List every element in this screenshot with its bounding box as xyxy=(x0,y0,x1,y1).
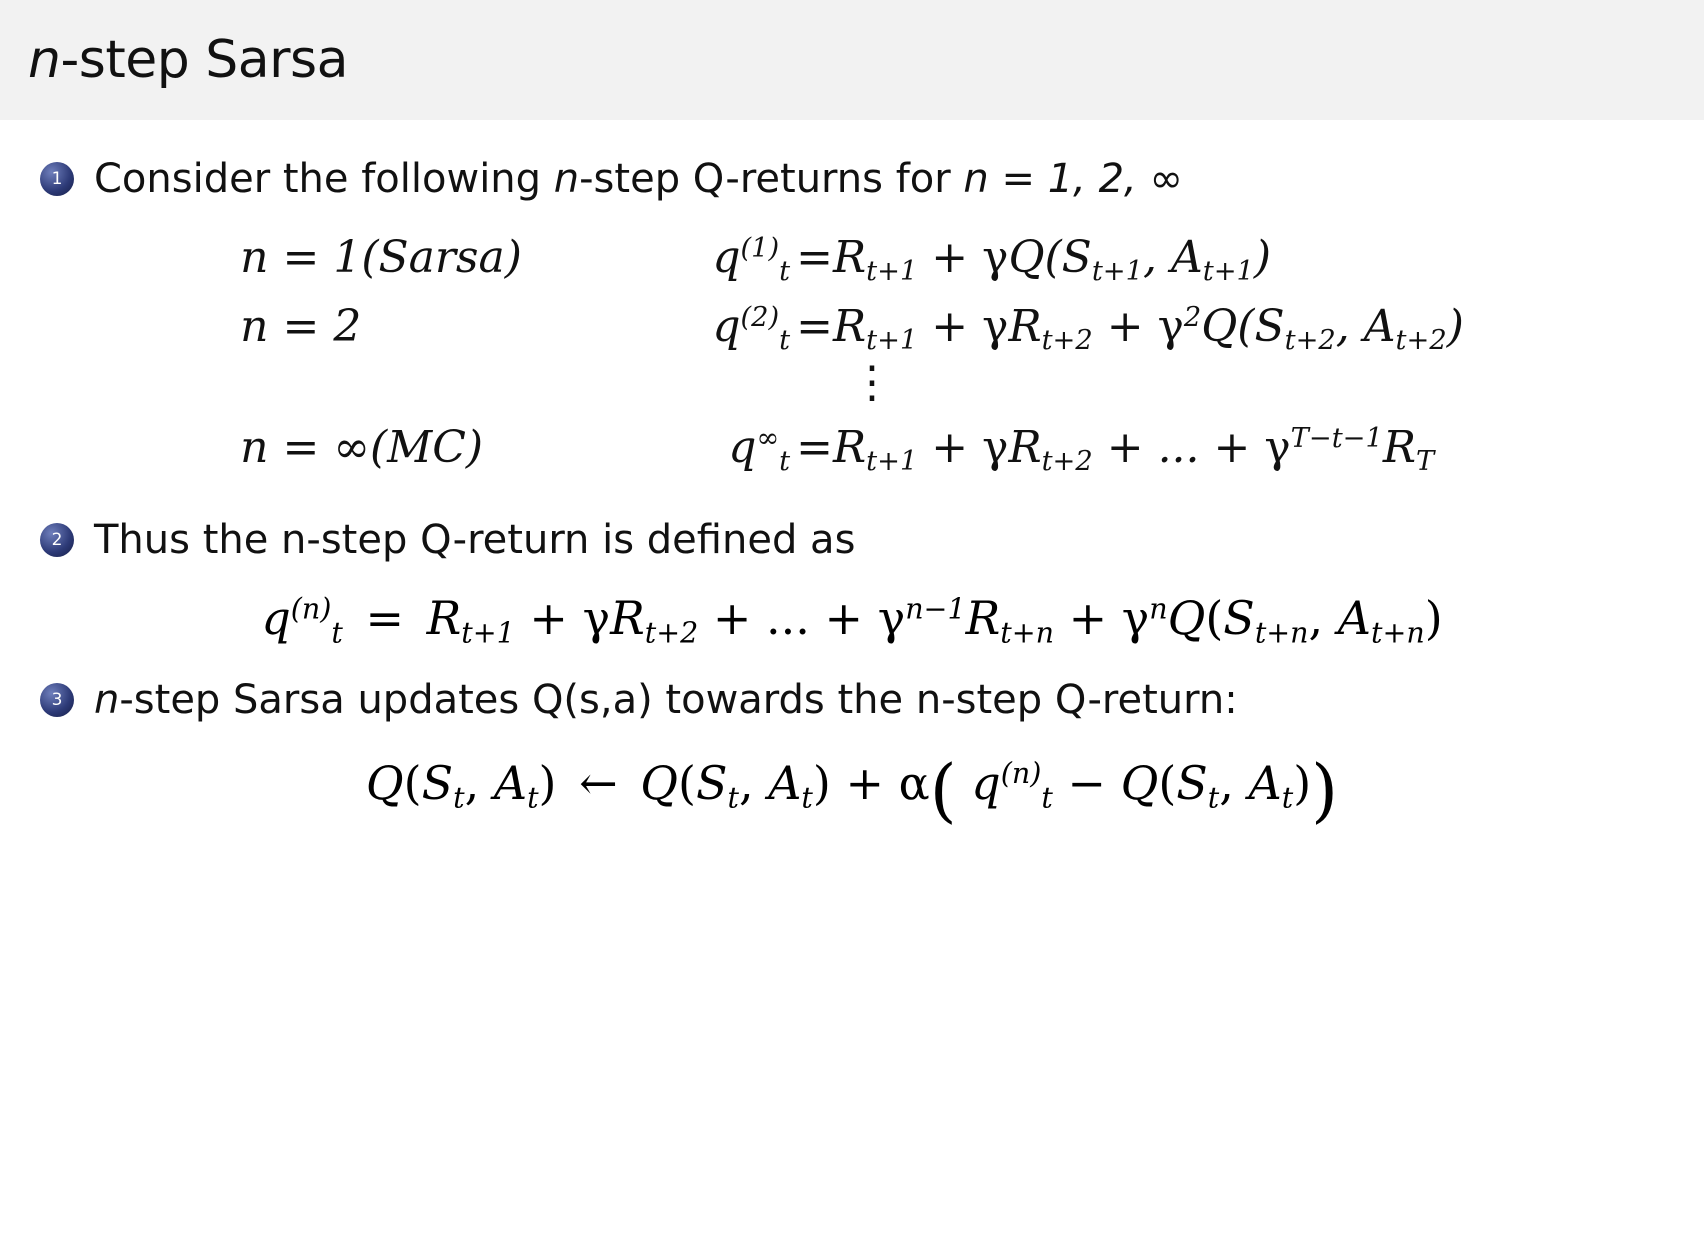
page-title-rest: -step Sarsa xyxy=(60,30,348,90)
bullet-1-text-before: Consider the following xyxy=(94,156,554,202)
bullet-1-text-after: -step Q-returns for xyxy=(579,156,964,202)
vertical-ellipsis xyxy=(240,357,1464,408)
bullet-number-icon: 1 xyxy=(40,162,74,196)
equation-rhs-n2: $=R_{t+1} + \gamma R_{t+2} + \gamma^2Q(S_{t+2}$, $A_{t+2}$) xyxy=(796,301,1464,357)
list-item xyxy=(40,671,1664,725)
page-title-prefix: n xyxy=(28,30,61,90)
bullet-number-icon: 2 xyxy=(40,523,74,557)
slide-title-bar xyxy=(0,0,1704,120)
equation-rhs-n1: $=R_{t+1} + \gamma Q(S_{t+1}$, $A_{t+1}$) xyxy=(796,232,1272,288)
equation-row-n1 xyxy=(240,232,1464,288)
equation-row-n2 xyxy=(240,301,1464,357)
bullet-1-italic-n: n xyxy=(553,156,580,202)
equation-label-ninf: n = ∞(MC) xyxy=(240,422,484,474)
list-item xyxy=(40,511,1664,565)
equation-group-n-step-q-returns xyxy=(40,208,1664,495)
equation-rhs-ninf: $=R_{t+1} + \gamma R_{t+2}$ + ... + $\gamma^{T-t-1}R_T$ xyxy=(796,422,1435,478)
equation-lhs-n2: $q^{(2)}_t$ xyxy=(712,301,791,357)
equation-label-n2: n = 2 xyxy=(240,301,362,352)
equation-sarsa-update-rule: $Q(S_t$, $A_t$) ← $Q(S_t$, $A_t) + \alpha$( $q^{(n)}_t - Q(S_t$, $A_t$)) xyxy=(365,751,1339,832)
equation-label-n1: n = 1(Sarsa) xyxy=(240,232,522,283)
bullet-1-condition: n = 1, 2, ∞ xyxy=(963,156,1183,202)
bullet-number-icon: 3 xyxy=(40,683,74,717)
bullet-3-italic-n: n xyxy=(94,677,120,724)
equation-lhs-ninf: $q^\infty_t$ xyxy=(728,422,791,478)
equation-lhs-n1: $q^{(1)}_t$ xyxy=(712,232,791,288)
list-item xyxy=(40,150,1664,204)
equation-n-step-q-return: $q^{(n)}_t = R_{t+1} + \gamma R_{t+2}$ + ... + $\gamma^{n-1}R_{t+n} + \gamma^nQ(S_{t+n}$, $A_{t+n}$) xyxy=(261,591,1443,650)
bullet-3-text-after: -step Sarsa updates Q(s,a) towards the n-step Q-return: xyxy=(119,677,1238,724)
page-title xyxy=(28,30,348,90)
slide-content xyxy=(0,120,1704,831)
bullet-text-2: Thus the n-step Q-return is defined as xyxy=(94,517,856,564)
equation-row-ninf xyxy=(240,422,1464,478)
bullet-text-3 xyxy=(94,671,1238,725)
spacer xyxy=(40,655,1664,671)
equation-table xyxy=(240,232,1464,491)
spacer xyxy=(40,495,1664,511)
bullet-text-1 xyxy=(94,150,1183,204)
vdots-glyph: ⋮ xyxy=(850,357,894,408)
